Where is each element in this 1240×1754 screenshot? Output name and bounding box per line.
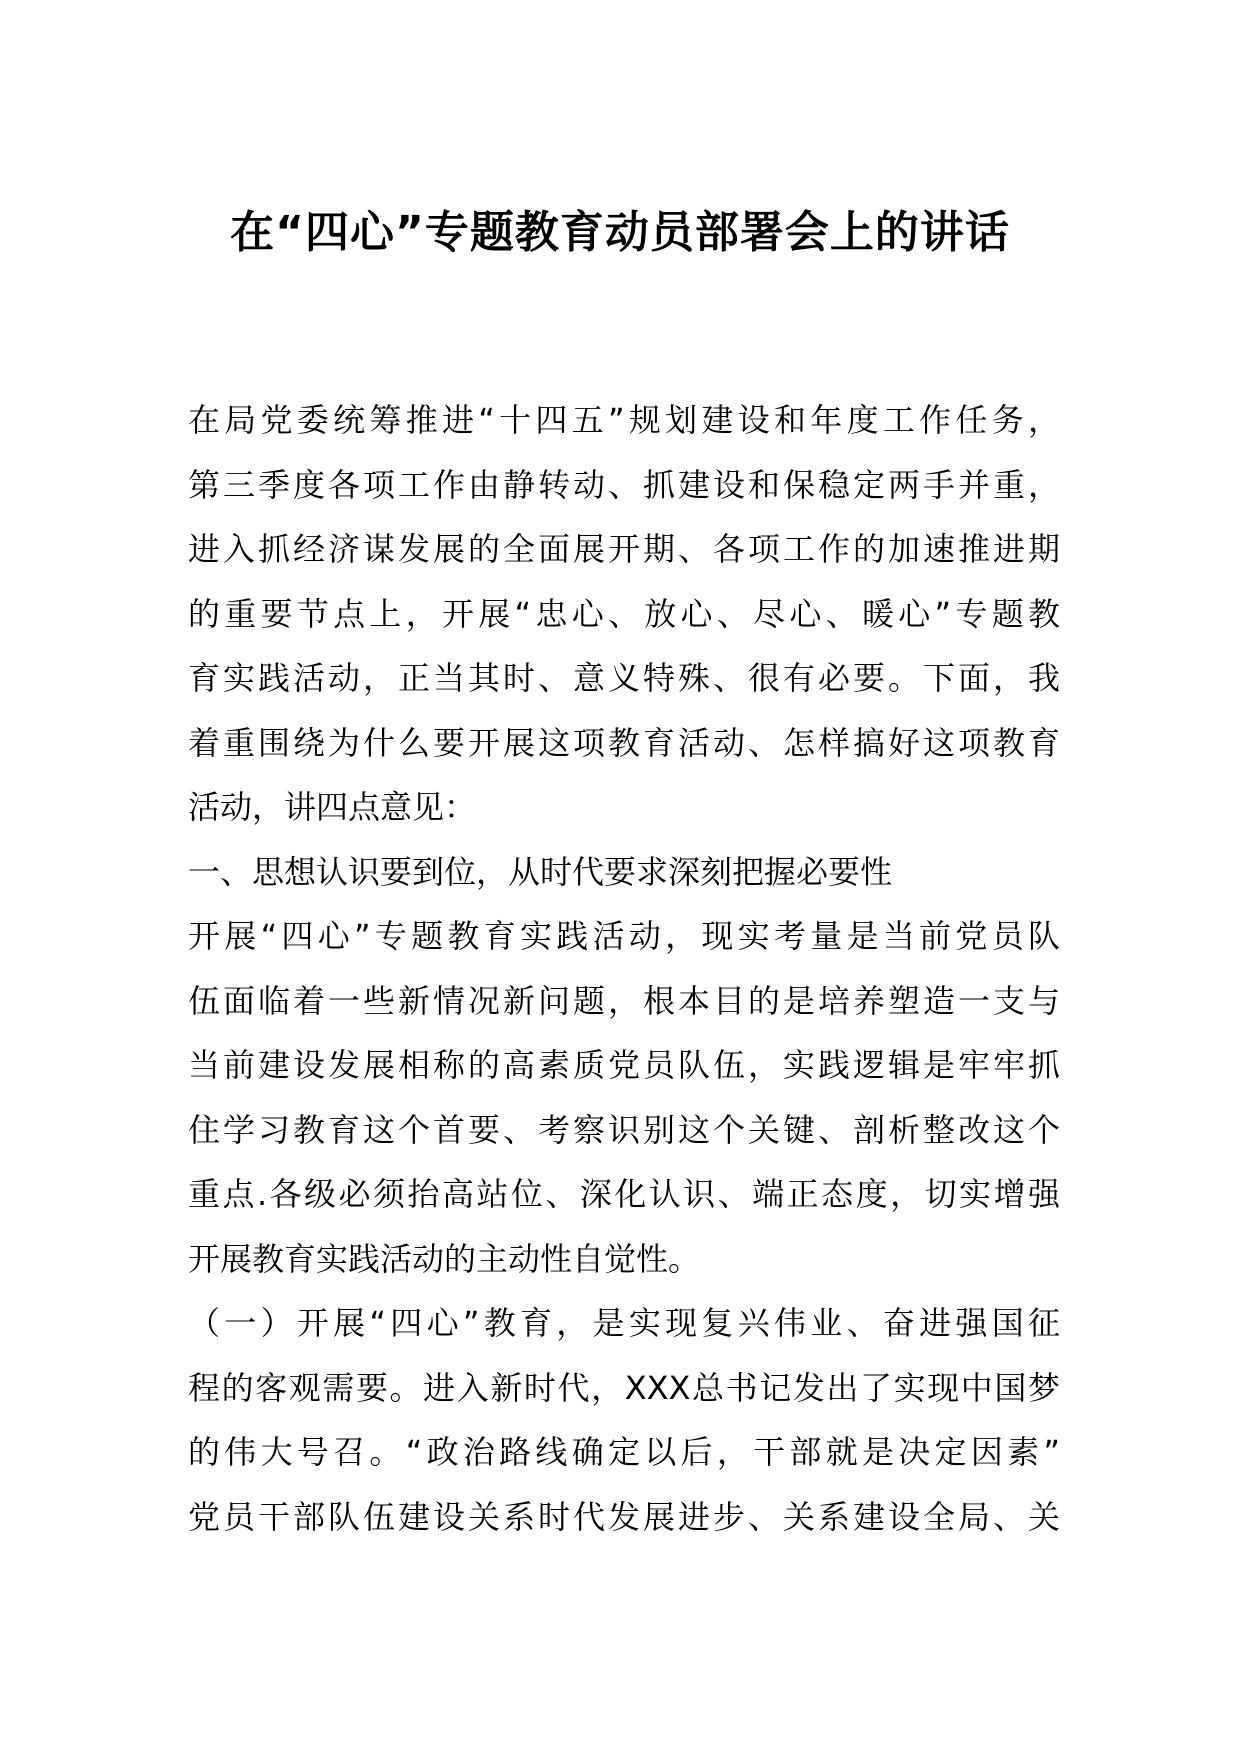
document-title: 在“四心”专题教育动员部署会上的讲话 <box>230 207 1010 258</box>
body-line: 开展“四心”专题教育实践活动，现实考量是当前党员队 <box>188 917 1060 955</box>
body-line: （一）开展“四心”教育，是实现复兴伟业、奋进强国征 <box>188 1304 1060 1342</box>
section-heading: 一、思想认识要到位，从时代要求深刻把握必要性 <box>188 852 893 891</box>
body-line: 在局党委统筹推进“十四五”规划建设和年度工作任务， <box>188 401 1060 439</box>
body-line: 的伟大号召。“政治路线确定以后，干部就是决定因素” <box>188 1433 1060 1471</box>
body-line: 的重要节点上，开展“忠心、放心、尽心、暖心”专题教 <box>188 594 1060 633</box>
body-line: 伍面临着一些新情况新问题，根本目的是培养塑造一支与 <box>188 981 1060 1020</box>
body-line: 党员干部队伍建设关系时代发展进步、关系建设全局、关 <box>188 1497 1060 1536</box>
body-line: 程的客观需要。进入新时代，XXX总书记发出了实现中国梦 <box>188 1368 1060 1407</box>
body-line: 育实践活动，正当其时、意义特殊、很有必要。下面，我 <box>188 659 1060 697</box>
document-body <box>188 388 1060 1549</box>
body-line: 开展教育实践活动的主动性自觉性。 <box>188 1239 701 1278</box>
body-line: 进入抓经济谋发展的全面展开期、各项工作的加速推进期 <box>188 530 1060 568</box>
body-line: 当前建设发展相称的高素质党员队伍，实践逻辑是牢牢抓 <box>188 1046 1060 1084</box>
body-line: 住学习教育这个首要、考察识别这个关键、剖析整改这个 <box>188 1110 1060 1149</box>
body-line: 着重围绕为什么要开展这项教育活动、怎样搞好这项教育 <box>188 723 1060 762</box>
body-line: 第三季度各项工作由静转动、抓建设和保稳定两手并重， <box>188 465 1060 504</box>
body-line: 重点.各级必须抬高站位、深化认识、端正态度，切实增强 <box>188 1175 1060 1213</box>
body-line: 活动，讲四点意见： <box>188 788 477 826</box>
